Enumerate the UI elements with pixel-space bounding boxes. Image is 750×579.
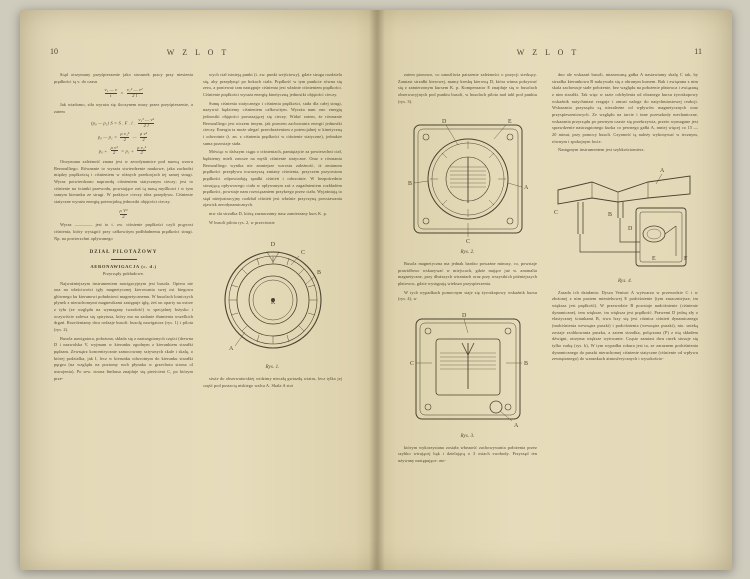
figure-3-label-C: C — [409, 360, 414, 367]
formula-lhs: p₀ — p₁ = — [97, 134, 118, 140]
figure-4-label-F: F — [684, 255, 688, 262]
formula-num: ρ v₁² — [137, 144, 147, 150]
paragraph: dno ale wskazań busoli, mianowaną gałka A nastawiamy skalę C tak, by strzałka kierunkowa B nakrywała się z obranym kursem. Bak i związana z nim skala zachowuje stałe położenie, bez względu na położenie płatowca i związaną z nim strzałki. Tak więc w razie odchylenia od obranego kursu żyroskopowy wskaźnik natychmiast reaguje i zmusi naloge do natychmiastowej reakcji. Wskazania przyrządu są niezależne od wpływów magnetycznych oraz przyspieszeniowych. Ze względu na tarcie i inne przeszkody mechaniczne, wskazania przyrządu po pewnym czasie się przekrzywia, przeto wymagane jest sprawdzenie nastrzępionego kurka co pewnego gałki A, mniej więcej co 15 — 20 minut, przy pomocy busoli. Czynność tą należy wykonywać w tecznym, równym i spokojnym locie. — [552, 72, 698, 144]
figure-3 — [398, 309, 537, 441]
left-page-column-1 — [54, 72, 193, 384]
figure-2-caption: Rys. 2. — [460, 250, 475, 256]
formula-lhs: p₀ + — [98, 147, 108, 153]
right-page-column-1 — [398, 72, 537, 467]
figure-1-label-D: D — [270, 242, 275, 249]
paragraph: Mówiąc w dalszym ciągu o ciśnieniach, pamiętajcie za powierzchni ciał, będziemy mieli zawsze na myśli ciśnienie statyczne. Oraz z równania Bernoulliego wynika nie zmniejsze wzrostu zależność, iż zmianom prędkości przepływu towarzyszą zmiany ciśnienia, przyczem przyrostom prędkości odpowiadają spadki ciśnień i odwrotnie. W bezpośrednio stosującą opływowego ciała w opływanym zaś z zagadnieniem rozkładem prędkości, powstaje nam rozwiązaniem przykrego przez ciała. Wyjaśniają to stąd niżejustracyjny rozkład ciśnień jest właśnie przyczyną powstawania zjawisk aerodynamicznych. — [203, 149, 342, 208]
divider — [111, 259, 137, 260]
paragraph: mw sfa strzałka D, którą zaznaczamy nasz zamierzany kurs K. p. — [209, 211, 327, 217]
paragraph: Busola nawigatora, położona, składa się z nastrzępionych części (drewna D i nazwalska V, wyjmam w kierunku zgodnym z kierunkiem strzałki pędzam. Zewnątrz koncentrycznie zamocowany sztywnych skale i skalę, o której podzialka, jak I, lecz w kierunku odwrotnym do kierunku strzałki pęrgru (na wzglądu na poziomy ruch płynaka w grzechotu strona ol ustrojenia). Po sew. strona łimbusa znajduje się pierścieni C, po którym prze- — [54, 335, 193, 381]
figure-4 — [552, 160, 698, 286]
paragraph: Jak wiadomo, siła wyraża się iloczynem masy przez przyśpieszenie, a zatem — [54, 101, 193, 114]
section-subheading-2: Przyrządy pokładowe. — [102, 270, 145, 276]
figure-2-label-D: D — [441, 119, 446, 126]
paragraph: Następnym instrumentem jest szybkościomierz. — [558, 147, 645, 153]
figure-2-drawing — [402, 111, 534, 247]
paragraph: Wyraz ———— jest to t. zw. ciśnienie prędkości czyli prąyrost ciśnienia, który wystąpić przy całkowitym podhładnemu prędkości strugi. Np. na powierzchni opływanego — [54, 222, 193, 241]
formula-den: 2 — [120, 214, 128, 220]
figure-1-caption: Rys. 1. — [265, 365, 280, 371]
paragraph: W tych wypadkach pomocnym staje się żyroskopowy wskaźnik kursu (rys. 4), w — [398, 289, 537, 302]
formula-den: 2 l — [138, 123, 154, 129]
figure-1-label-A: A — [228, 346, 233, 353]
formula-num: v₁² — v² — [126, 87, 143, 93]
right-page-column-2 — [552, 72, 698, 365]
folio-left: 10 — [50, 47, 58, 56]
book-spine-shadow — [369, 10, 385, 570]
folio-right: 11 — [694, 47, 702, 56]
paragraph: stwie do obserwatorskiej widzimy niecałą gwiazdę wiatru, lecz tylko jej część pod postacią niskiego walca A. Skala A stoi — [203, 376, 342, 388]
figure-4-label-B: B — [608, 211, 613, 218]
formula-rhs: = p₁ + — [121, 147, 135, 153]
formula-lhs: (p₀ — p₁) S = S . F . l . — [90, 120, 136, 126]
paragraph: którym wykorzystana została własność zachowywania położenia przez szybko wirującej bąk i dzielającą o 3 osiach swobody. Przyrząd ten używany następujące: ato- — [398, 444, 537, 464]
figure-2-label-C: C — [465, 239, 470, 246]
paragraph: Zasada ich działania: Dysza Venturi A wytwarza w przewodzie C i w złożonej z nim pustem mieniehowej E podciśnienie (tym zmaczniejsze, im większa jest prędkość). W przewodzie B powstaje nadciśnienie (ciśnienie dynamiczne), tem większe, im większa jest prędkość. Prawemi D jedną zły z elastycznej ściankami B, trwa lszy się jest różnica ciśnień dynamicznego (nadciśnienia wewnątrz puszki) i podciśnienia (wewnątrz puszki), nio. snieką zostaje zsobkowania puszka, a zatem strzałka, połączona (F) z nią składem dźwigni, otrzyma większe wytrwanie. Cząsto zamiast dwu rurek stosuje się tylko rurkę (rys. k), W tym wypadku rokura jest ta, ze zaraznem podciśnienia dynamicznego do puszki nieruchomej ciśnienie statyczne (ciśnienie od wpływu zewnętrznego) do warunkach atmosferycznych i wysokościo- — [552, 289, 698, 362]
paragraph: Najważniejszym instrumentem nawigacyjnym jest busola. Opiera nie ona na właściwości igły magnetycznej kierowania swej osi biegowa głównego ku kierunowi południowi magnetycznemu. W busolach lotniczych płynek z nieruchomymi magnesikami zastępuje igłę, żeś on oparty na ostrze z tyłu (ze względu na wymagany twardość) w specjalnej łożysko i oczywiście zalewa się spirytusa, który ma na zadanie tłumienia wszelkich drgań. Rozróżniamy dwa rodzaje busoli: busolę nawigatora (rys. 1) i pilota (rys. 2). — [54, 280, 193, 333]
left-page — [48, 10, 348, 570]
paragraph: zatem pionowo, co umożliwia patrzenie zależności o pozycji siedzący. Zamiast strzałki kierowej, mamy kreskę kierową D, która winna pokrywać się z zamierzonym kursem K. p. Kompensator E znajduje się w busolach obserwacyjnych pod punktu busoli, w busolach pilota nad tabl pod punktu (rys. 3). — [398, 72, 537, 104]
figure-4-label-D: D — [628, 225, 633, 232]
figure-2-label-E: E — [507, 119, 512, 126]
figure-3-drawing — [402, 309, 534, 431]
figure-1-drawing — [213, 232, 333, 362]
formula-num: ρ v² — [110, 144, 118, 150]
figure-3-label-B: B — [523, 360, 528, 367]
paragraph: Busola magnetyczna ma jednak bardzo poważne minusy, co, powstaje prawidłowo wskazywać w miejscach, gdzie mające już w. anomalia magnetyczne, przy dłuższych wiraniach oraz przy wszystkich późniejszych płatowcu, gdzie występują wiekszo przyspieszenia. — [398, 261, 537, 286]
right-page — [392, 10, 704, 570]
figure-2-label-B: B — [407, 181, 412, 188]
figure-1 — [203, 232, 342, 372]
running-head-left: W Z L O T — [166, 48, 230, 57]
figure-2-label-A: A — [523, 185, 528, 192]
formula-5 — [54, 209, 193, 220]
formula-1: $\frac{\text{v₁ — v}}{t}$ = $\frac{\text{v₁² — v²}}{2 l}$ — [104, 87, 143, 99]
running-head-right: W Z L O T — [516, 48, 580, 57]
paragraph: Otrzymana zależność znana jest w aerodynamice pod nazwą wzoru Bernoulliego. Równanie to wyraża stwierdzenie naukowe, jaka zachodzi między prędkością i ciśnieniem w różnych przekrojach tej samej strugi. Wyraz potwierdzono naprawdę ciśnieniem statycznym cieczy; jest to ciśnienie na ścianki przewodu, powstające zaś tą masą myślkowi i w tym samym kierunku ze strugi. W praktyce cieczy idea przepływu. Ciśnienie statyczne wyraża energię potencjalną jednostki objętości cieczy. — [54, 159, 193, 205]
formula-num: ρ v₁² — [120, 130, 130, 136]
left-page-column-2 — [203, 72, 342, 392]
formula-num: ρ V² — [119, 207, 128, 213]
formula-den: 2 l — [127, 93, 143, 99]
section-subheading: AERONAWIGACJA (c. d.) — [90, 263, 157, 269]
formula-den: t — [105, 93, 118, 99]
formula-den: 2 — [140, 137, 147, 143]
formula-2 — [54, 118, 193, 129]
figure-4-label-A: A — [660, 167, 665, 174]
figure-4-drawing — [552, 160, 698, 276]
figure-3-caption: Rys. 3. — [460, 433, 475, 439]
formula-num: ρ v² — [139, 130, 148, 136]
formula-den: 2 — [137, 150, 146, 156]
paragraph: W busoli pilota rys. 2, w przeciwnie — [209, 219, 275, 225]
formula-num: v₁ — v — [104, 87, 118, 93]
figure-2 — [398, 111, 537, 257]
paragraph: Sumę ciśnienia statycznego i ciśnienia prędkości, stała dla całej strugi, nazywać będziemy ciśnieniem całkowitym. Wyraża nam ono energię jednostki objętości poruszającej się cieczy. Widać zatem, że równanie Bernoulliego jest niczem innym, jak prawem zachowania energii jednostki cieczy. Energia ta może ulegać przeobrażeniom z potencjalnej w kinetyczną i odwrotnie (t. zn. z ciśnienia prędkości w ciśnienie statyczne), jednakże suma pozostaje stała. — [203, 100, 342, 146]
open-book — [20, 10, 732, 570]
figure-4-label-C: C — [554, 209, 559, 216]
formula-den: 2 — [120, 137, 129, 143]
formula-4 — [54, 146, 193, 157]
formula-den: 2 — [111, 150, 118, 156]
paragraph: Stąd otrzymany przyśpieszenie jako stosunek pracy przy niesienia prędkości tą v. do czasu — [54, 72, 193, 84]
figure-4-label-E: E — [652, 255, 656, 262]
figure-3-label-A: A — [513, 422, 518, 429]
section-heading: DZIAŁ PILOTAŻOWY — [89, 250, 158, 256]
figure-1-label-B: B — [316, 270, 321, 277]
formula-3: p₀ — p₁ = $\frac{\text{ρ v₁²}}{2}$ — $\frac{\text{ρ v²}}{2}$ — [97, 130, 148, 142]
paragraph: wych ciał istnieją punkt (t. zw. punkt wejściowy), gdzie struga rozdziela się, aby przepłynąć po bokach ciała. Prędkość w tym punkcie równa się zeru, a ponieważ tam następuje ciśnienia jest właśnie ciśnieniem prędkości. Ciśnienie prędkości wyraża energię kinetyczną jednostki objętości cieczy. — [203, 72, 342, 97]
figure-3-label-D: D — [461, 312, 466, 319]
figure-1-label-C: C — [300, 250, 305, 257]
figure-4-caption: Rys. 4. — [617, 278, 633, 284]
figure-1-label-K: K — [270, 300, 275, 307]
formula-num: v₁² — v² — [138, 117, 154, 123]
